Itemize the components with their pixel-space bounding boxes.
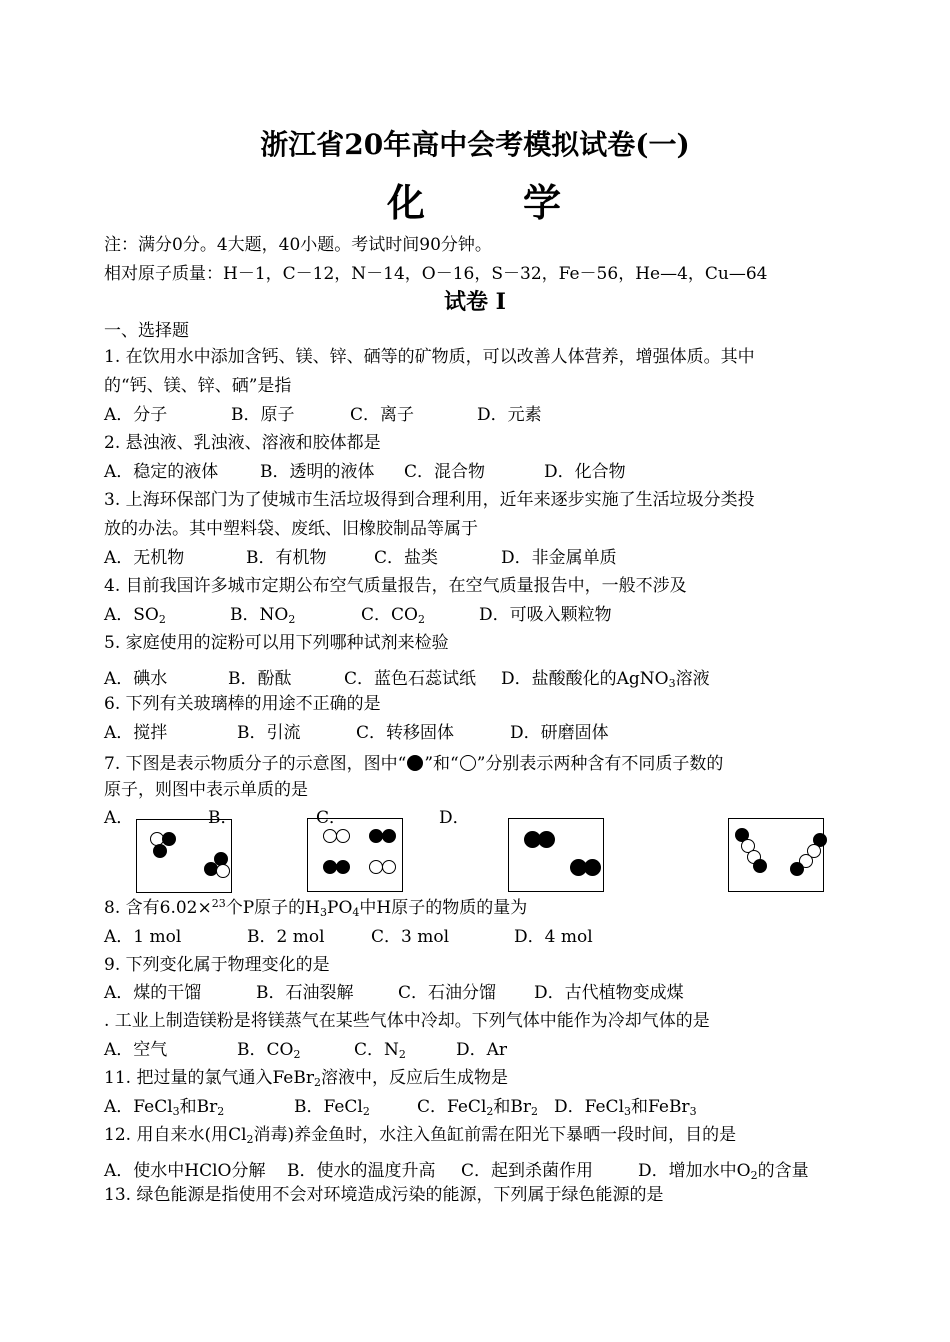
q9-option-a: A．煤的干馏 (104, 983, 202, 1003)
q1-stem-line1: 1. 在饮用水中添加含钙、镁、锌、硒等的矿物质，可以改善人体营养，增强体质。其中 (104, 347, 755, 367)
q12-option-c: C．起到杀菌作用 (461, 1161, 594, 1181)
q12-option-d: D．增加水中$O_2$的含量 (638, 1161, 809, 1182)
q3-option-a: A．无机物 (104, 548, 185, 568)
filled-atom-icon (407, 755, 423, 771)
hollow-atom-icon (323, 829, 337, 843)
exam-title: 浙江省20年高中会考模拟试卷(一) (260, 128, 690, 161)
hollow-atom-icon (369, 860, 383, 874)
q6-option-a: A．搅拌 (104, 723, 168, 743)
hollow-atom-icon (382, 860, 396, 874)
q11-option-b: B．FeCl$_2$ (294, 1097, 370, 1118)
q8-option-a: A．1 mol (104, 927, 182, 947)
q7-stem-line2: 原子，则图中表示单质的是 (104, 780, 308, 800)
q2-option-c: C．混合物 (404, 462, 486, 482)
q6-option-d: D．研磨固体 (510, 723, 609, 743)
section-heading: 试卷 Ⅰ (444, 289, 506, 315)
q10-option-a: A．空气 (104, 1040, 168, 1060)
hollow-atom-icon (336, 829, 350, 843)
filled-atom-icon (162, 832, 176, 846)
q4-stem: 4. 目前我国许多城市定期公布空气质量报告，在空气质量报告中，一般不涉及 (104, 576, 687, 596)
q7-diagram-a (136, 819, 232, 893)
q9-option-b: B．石油裂解 (256, 983, 354, 1003)
q2-option-a: A．稳定的液体 (104, 462, 219, 482)
q3-option-b: B．有机物 (246, 548, 327, 568)
subject-char-2: 学 (523, 180, 564, 225)
q3-stem-line1: 3. 上海环保部门为了使城市生活垃圾得到合理利用，近年来逐步实施了生活垃圾分类投 (104, 490, 755, 510)
filled-atom-icon (336, 860, 350, 874)
subject-char-1: 化 (386, 180, 427, 225)
q7-option-a: A． (104, 808, 134, 828)
q3-option-d: D．非金属单质 (501, 548, 617, 568)
q12-stem: 12. 用自来水(用$Cl_2$消毒)养金鱼时，水注入鱼缸前需在阳光下暴晒一段时间，目的是 (104, 1125, 737, 1146)
q7-diagram-c (508, 818, 604, 892)
filled-atom-icon (584, 859, 601, 876)
q4-option-c: C．$CO_2$ (361, 605, 425, 626)
part-heading: 一、选择题 (104, 321, 189, 341)
q9-stem: 9. 下列变化属于物理变化的是 (104, 955, 330, 975)
q11-option-a: A．FeCl$_3$和$Br_2$ (104, 1097, 225, 1118)
q5-option-a: A．碘水 (104, 669, 168, 689)
subject-title (0, 180, 950, 226)
q2-stem: 2. 悬浊液、乳浊液、溶液和胶体都是 (104, 433, 381, 453)
q5-option-b: B．酚酞 (228, 669, 292, 689)
q9-option-d: D．古代植物变成煤 (534, 983, 684, 1003)
q11-option-c: C．FeCl$_2$和$Br_2$ (417, 1097, 539, 1118)
q13-stem: 13. 绿色能源是指使用不会对环境造成污染的能源，下列属于绿色能源的是 (104, 1185, 664, 1205)
q7-option-c: C． (316, 808, 347, 828)
q8-option-c: C．3 mol (371, 927, 450, 947)
q10-option-b: B．$CO_2$ (237, 1040, 301, 1061)
filled-atom-icon (369, 829, 383, 843)
q5-option-c: C．蓝色石蕊试纸 (344, 669, 477, 689)
q7-diagram-d (728, 818, 824, 892)
q12-option-a: A．使水中HClO分解 (104, 1161, 266, 1181)
q3-option-c: C．盐类 (374, 548, 439, 568)
q2-option-b: B．透明的液体 (260, 462, 375, 482)
q11-stem: 11. 把过量的氯气通入FeBr$_2$溶液中，反应后生成物是 (104, 1068, 508, 1089)
filled-atom-icon (790, 862, 804, 876)
q5-stem: 5. 家庭使用的淀粉可以用下列哪种试剂来检验 (104, 633, 449, 653)
hollow-atom-icon (216, 864, 230, 878)
q5-option-d: D．盐酸酸化的AgNO$_3$溶液 (501, 669, 710, 690)
q8-option-d: D．4 mol (514, 927, 593, 947)
filled-atom-icon (323, 860, 337, 874)
filled-atom-icon (753, 859, 767, 873)
filled-atom-icon (382, 829, 396, 843)
filled-atom-icon (153, 844, 167, 858)
q2-option-d: D．化合物 (544, 462, 626, 482)
q1-option-c: C．离子 (350, 405, 415, 425)
q1-stem-line2: 的“钙、镁、锌、硒”是指 (104, 376, 292, 396)
q10-option-d: D．Ar (456, 1040, 508, 1060)
q9-option-c: C．石油分馏 (398, 983, 497, 1003)
q4-option-a: A．$SO_2$ (104, 605, 166, 626)
q3-stem-line2: 放的办法。其中塑料袋、废纸、旧橡胶制品等属于 (104, 519, 478, 539)
q1-option-b: B．原子 (231, 405, 295, 425)
q1-option-a: A．分子 (104, 405, 168, 425)
q4-option-d: D．可吸入颗粒物 (479, 605, 612, 625)
q6-option-b: B．引流 (237, 723, 301, 743)
q7-stem-line1: 7. 下图是表示物质分子的示意图，图中“ ”和“ ”分别表示两种含有不同质子数的 (104, 754, 724, 774)
q8-option-b: B．2 mol (247, 927, 325, 947)
exam-note: 注：满分0分。4大题，40小题。考试时间90分钟。 (104, 235, 492, 255)
q7-option-b: B． (208, 808, 238, 828)
q7-option-d: D． (439, 808, 470, 828)
q11-option-d: D．FeCl$_3$和FeBr$_3$ (554, 1097, 697, 1118)
filled-atom-icon (538, 831, 555, 848)
q6-option-c: C．转移固体 (356, 723, 455, 743)
q6-stem: 6. 下列有关玻璃棒的用途不正确的是 (104, 694, 381, 714)
q8-stem: 8. 含有6.02×$^{23}$个P原子的$H_3PO_4$中H原子的物质的量为 (104, 897, 528, 919)
q7-diagram-b (307, 818, 403, 892)
hollow-atom-icon (460, 755, 476, 771)
q1-option-d: D．元素 (477, 405, 542, 425)
atomic-mass-note: 相对原子质量：H－1，C－12，N－14，O－16，S－32，Fe－56，He—4，Cu—64 (104, 264, 768, 284)
q10-stem: . 工业上制造镁粉是将镁蒸气在某些气体中冷却。下列气体中能作为冷却气体的是 (104, 1011, 710, 1031)
q12-option-b: B．使水的温度升高 (287, 1161, 436, 1181)
q4-option-b: B．$NO_2$ (230, 605, 296, 626)
q10-option-c: C．$N_2$ (354, 1040, 406, 1061)
